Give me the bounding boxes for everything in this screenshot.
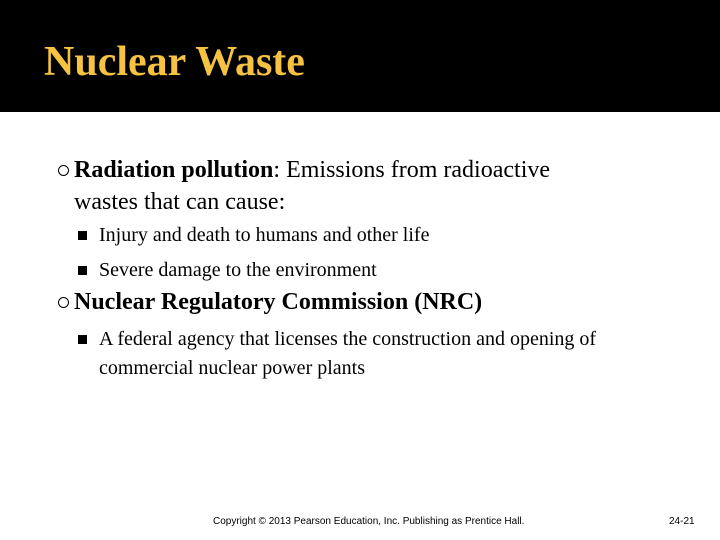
- sub-bullet-injury: [78, 221, 678, 250]
- bullet-term: Nuclear Regulatory Commission (NRC): [74, 289, 483, 315]
- sub-bullet-federal-agency: [78, 325, 678, 383]
- bullet-continuation: wastes that can cause:: [74, 189, 286, 215]
- sub-bullet-text: Injury and death to humans and other life: [99, 224, 430, 246]
- sub-bullet-text: Severe damage to the environment: [99, 259, 377, 281]
- sub-bullet-environment: [78, 256, 678, 285]
- bullet-line: [58, 286, 678, 318]
- slide-title: Nuclear Waste: [44, 39, 305, 85]
- square-bullet-icon: [78, 335, 87, 344]
- square-bullet-icon: [78, 231, 87, 240]
- footer-copyright: Copyright © 2013 Pearson Education, Inc. Publishing as Prentice Hall.: [213, 516, 525, 527]
- bullet-nrc: [58, 286, 678, 318]
- sub-bullet-text: A federal agency that licenses the construction and opening of commercial nuclear power plants: [99, 328, 597, 379]
- hollow-circle-bullet-icon: [58, 165, 69, 176]
- footer-page-number: 24-21: [669, 516, 695, 527]
- bullet-line: [58, 154, 678, 186]
- bullet-description: : Emissions from radioactive: [273, 157, 551, 183]
- hollow-circle-bullet-icon: [58, 297, 69, 308]
- bullet-term: Radiation pollution: [74, 157, 274, 183]
- square-bullet-icon: [78, 266, 87, 275]
- bullet-radiation-pollution: [58, 154, 678, 218]
